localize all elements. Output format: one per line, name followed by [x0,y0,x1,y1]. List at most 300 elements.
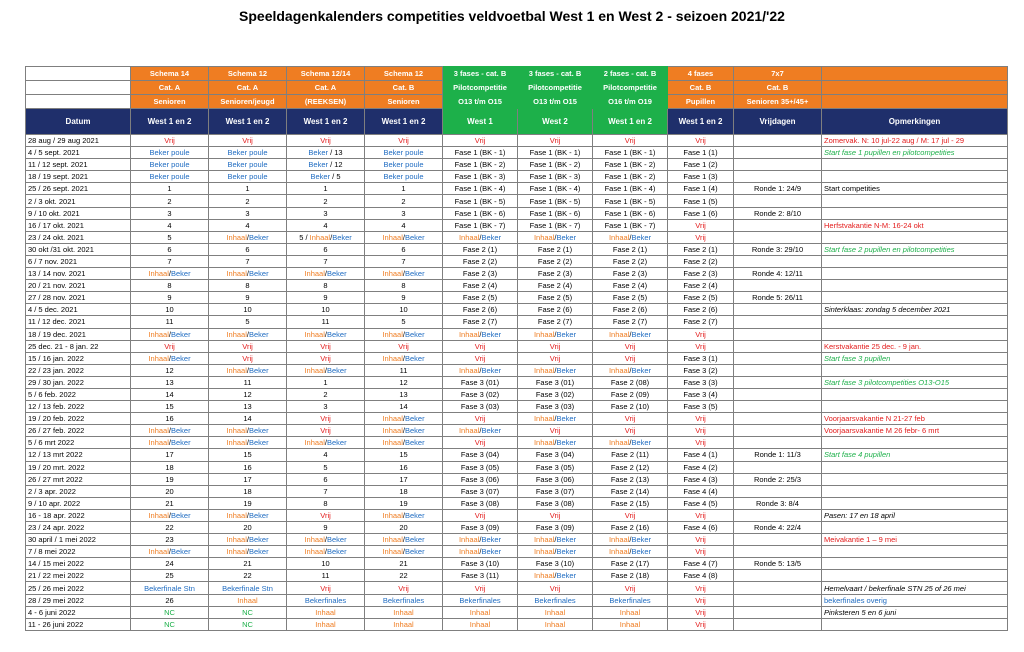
table-cell: Inhaal/Beker [365,231,443,243]
table-cell: Fase 2 (5) [518,292,593,304]
date-cell: 23 / 24 apr. 2022 [26,522,131,534]
table-cell: Ronde 2: 8/10 [734,207,822,219]
table-cell: 5 [131,231,209,243]
table-cell: Fase 2 (7) [593,316,668,328]
header-cell: Cat. B [734,81,822,95]
table-cell: Vrij [287,425,365,437]
header-cell: Pupillen [668,95,734,109]
table-cell: Fase 1 (BK - 1) [518,147,593,159]
table-cell: Fase 1 (1) [668,147,734,159]
table-cell: Fase 2 (3) [443,268,518,280]
table-cell: Fase 2 (09) [593,388,668,400]
table-cell: Vrij [518,509,593,521]
table-cell: Vrij [593,582,668,594]
table-cell: Fase 1 (BK - 7) [593,219,668,231]
date-cell: 30 okt /31 okt. 2021 [26,243,131,255]
remark-cell [822,401,1008,413]
date-cell: 16 - 18 apr. 2022 [26,509,131,521]
date-cell: 29 / 30 jan. 2022 [26,376,131,388]
table-cell: 10 [365,304,443,316]
table-cell: 13 [131,376,209,388]
table-cell: 13 [365,388,443,400]
table-cell: Inhaal/Beker [365,425,443,437]
table-cell: Fase 2 (15) [593,497,668,509]
table-cell: Vrij [365,135,443,147]
table-cell: 6 [287,473,365,485]
table-cell: 22 [131,522,209,534]
table-cell: Fase 1 (4) [668,183,734,195]
header-cell: Cat. A [287,81,365,95]
table-cell: Beker poule [131,171,209,183]
table-cell: 16 [131,413,209,425]
header-cell: Senioren/jeugd [209,95,287,109]
table-cell: Fase 3 (11) [443,570,518,582]
table-cell: 5 [209,316,287,328]
table-cell: Vrij [668,340,734,352]
table-cell: Fase 2 (2) [518,255,593,267]
table-cell: Fase 2 (3) [668,268,734,280]
table-cell: Bekerfinale Stn [209,582,287,594]
table-cell: Vrij [668,413,734,425]
date-cell: 25 / 26 sept. 2021 [26,183,131,195]
table-cell: Fase 3 (02) [443,388,518,400]
remark-cell [822,570,1008,582]
date-cell: 28 aug / 29 aug 2021 [26,135,131,147]
date-cell: 5 / 6 feb. 2022 [26,388,131,400]
table-cell: Inhaal/Beker [131,425,209,437]
table-cell: 17 [209,473,287,485]
remark-cell [822,461,1008,473]
table-cell: Vrij [287,509,365,521]
remark-cell: Start fase 1 pupillen en pilotcompetities [822,147,1008,159]
table-cell: Inhaal/Beker [443,534,518,546]
table-cell: Vrij [287,340,365,352]
table-cell: Bekerfinale Stn [131,582,209,594]
column-header: West 1 [443,109,518,135]
remark-cell [822,280,1008,292]
table-cell: Inhaal/Beker [287,534,365,546]
table-cell [734,509,822,521]
remark-cell [822,558,1008,570]
table-cell: Inhaal/Beker [365,352,443,364]
table-cell: Fase 4 (1) [668,449,734,461]
table-cell: Inhaal/Beker [593,364,668,376]
table-cell: Inhaal/Beker [443,231,518,243]
table-cell: Vrij [668,582,734,594]
table-cell: 4 [287,449,365,461]
table-cell: Fase 2 (1) [518,243,593,255]
table-cell: Fase 4 (2) [668,461,734,473]
header-row [26,67,1008,81]
table-cell [734,340,822,352]
table-cell: 21 [365,558,443,570]
table-cell: 24 [131,558,209,570]
table-cell: Fase 4 (8) [668,570,734,582]
table-cell: Fase 1 (BK - 5) [443,195,518,207]
table-cell: 6 [131,243,209,255]
header-cell [26,95,131,109]
header-cell: 3 fases - cat. B [443,67,518,81]
table-cell: Fase 4 (4) [668,485,734,497]
table-cell: Fase 2 (13) [593,473,668,485]
table-cell: Fase 2 (6) [443,304,518,316]
header-cell: O16 t/m O19 [593,95,668,109]
table-cell: Vrij [518,582,593,594]
table-cell: 12 [209,388,287,400]
table-cell: Fase 4 (6) [668,522,734,534]
table-cell: 17 [131,449,209,461]
table-cell [734,388,822,400]
table-cell: Fase 2 (1) [443,243,518,255]
remark-cell [822,388,1008,400]
table-cell: Fase 2 (4) [668,280,734,292]
table-cell: 14 [365,401,443,413]
table-cell [734,534,822,546]
remark-cell: Start fase 3 pilotcompetities O13-O15 [822,376,1008,388]
table-cell [734,546,822,558]
remark-cell: bekerfinales overig [822,594,1008,606]
table-cell: 7 [287,255,365,267]
table-row [26,207,1008,219]
remark-cell [822,195,1008,207]
table-row [26,231,1008,243]
table-cell: Inhaal/Beker [287,437,365,449]
table-cell: Beker poule [365,171,443,183]
date-cell: 19 / 20 mrt. 2022 [26,461,131,473]
table-cell: Fase 3 (08) [518,497,593,509]
table-row [26,388,1008,400]
page-title: Speeldagenkalenders competities veldvoetbal West 1 en West 2 - seizoen 2021/'22 [239,8,785,24]
table-cell: Fase 4 (5) [668,497,734,509]
table-cell: 20 [365,522,443,534]
date-cell: 20 / 21 nov. 2021 [26,280,131,292]
table-cell: 3 [287,401,365,413]
table-cell: Vrij [443,352,518,364]
table-row [26,461,1008,473]
table-cell: Inhaal [209,594,287,606]
table-cell: Fase 3 (10) [518,558,593,570]
remark-cell: Start fase 2 pupillen en pilotcompetities [822,243,1008,255]
table-cell: Inhaal/Beker [365,328,443,340]
table-cell: Fase 3 (06) [443,473,518,485]
header-row [26,95,1008,109]
table-row [26,255,1008,267]
header-cell [822,67,1008,81]
table-cell: Bekerfinales [287,594,365,606]
remark-cell: Pasen: 17 en 18 april [822,509,1008,521]
table-cell: Fase 1 (BK - 6) [443,207,518,219]
table-cell: Fase 3 (02) [518,388,593,400]
table-cell: Fase 2 (7) [668,316,734,328]
table-cell: 8 [209,280,287,292]
table-cell: Bekerfinales [593,594,668,606]
remark-cell: Zomervak. N: 10 jul-22 aug / M: 17 jul - 29 [822,135,1008,147]
remark-cell [822,437,1008,449]
table-cell [734,582,822,594]
table-cell: Fase 2 (2) [593,255,668,267]
table-cell: Vrij [209,135,287,147]
table-cell: Vrij [593,340,668,352]
table-cell: Fase 4 (3) [668,473,734,485]
table-cell: Fase 2 (08) [593,376,668,388]
table-cell: 20 [131,485,209,497]
table-cell: Inhaal/Beker [209,546,287,558]
remark-cell: Kerstvakantie 25 dec. - 9 jan. [822,340,1008,352]
table-cell: Inhaal [518,606,593,618]
table-cell: Vrij [443,135,518,147]
table-cell: 4 [365,219,443,231]
header-cell [26,81,131,95]
table-row [26,183,1008,195]
header-cell: Senioren [365,95,443,109]
table-cell: Inhaal/Beker [131,437,209,449]
table-cell: Inhaal [365,606,443,618]
date-cell: 18 / 19 sept. 2021 [26,171,131,183]
table-cell: 18 [131,461,209,473]
table-cell: Fase 2 (6) [593,304,668,316]
table-cell: Vrij [668,328,734,340]
table-cell: Inhaal [443,618,518,630]
table-cell: 6 [209,243,287,255]
table-row [26,594,1008,606]
remark-cell [822,364,1008,376]
remark-cell [822,485,1008,497]
table-cell: 18 [365,485,443,497]
table-cell: Fase 1 (2) [668,159,734,171]
table-cell: Inhaal/Beker [443,328,518,340]
column-header: West 2 [518,109,593,135]
table-cell: Inhaal/Beker [287,268,365,280]
table-row [26,219,1008,231]
table-cell: Fase 1 (BK - 2) [593,171,668,183]
table-cell: Inhaal/Beker [518,534,593,546]
table-cell: 3 [131,207,209,219]
remark-cell: Meivakantie 1 – 9 mei [822,534,1008,546]
table-cell: Fase 2 (5) [593,292,668,304]
table-cell: Vrij [443,437,518,449]
table-cell: 19 [209,497,287,509]
table-cell: Inhaal [593,606,668,618]
table-cell: Inhaal/Beker [131,352,209,364]
table-cell: Ronde 5: 13/5 [734,558,822,570]
header-cell [26,67,131,81]
table-cell: Inhaal/Beker [287,328,365,340]
table-cell: 19 [131,473,209,485]
column-header: West 1 en 2 [209,109,287,135]
table-cell: 3 [365,207,443,219]
table-cell: Ronde 1: 11/3 [734,449,822,461]
table-cell: Fase 2 (11) [593,449,668,461]
table-row [26,449,1008,461]
table-cell: 21 [209,558,287,570]
table-row [26,509,1008,521]
column-header: Vrijdagen [734,109,822,135]
table-cell: Inhaal/Beker [593,437,668,449]
remark-cell: Sinterklaas: zondag 5 december 2021 [822,304,1008,316]
header-cell: Schema 12 [209,67,287,81]
table-cell: Fase 3 (5) [668,401,734,413]
table-cell: Inhaal/Beker [209,231,287,243]
table-cell: Bekerfinales [518,594,593,606]
table-cell: Fase 2 (4) [593,280,668,292]
table-cell: 2 [365,195,443,207]
table-cell: Beker poule [209,147,287,159]
date-cell: 4 - 6 juni 2022 [26,606,131,618]
remark-cell [822,171,1008,183]
table-cell: Vrij [668,618,734,630]
table-cell: 12 [131,364,209,376]
date-cell: 25 / 26 mei 2022 [26,582,131,594]
table-cell: 8 [365,280,443,292]
column-header: West 1 en 2 [593,109,668,135]
date-cell: 6 / 7 nov. 2021 [26,255,131,267]
table-cell: Fase 1 (3) [668,171,734,183]
table-cell: Fase 2 (16) [593,522,668,534]
table-cell: Fase 3 (2) [668,364,734,376]
table-cell: Fase 3 (09) [443,522,518,534]
table-cell: Vrij [131,340,209,352]
remark-cell [822,231,1008,243]
date-cell: 12 / 13 feb. 2022 [26,401,131,413]
table-row [26,606,1008,618]
table-cell [734,376,822,388]
header-cell: Pilotcompetitie [443,81,518,95]
date-cell: 27 / 28 nov. 2021 [26,292,131,304]
table-cell: Fase 3 (04) [443,449,518,461]
table-cell: Beker / 12 [287,159,365,171]
date-cell: 11 - 26 juni 2022 [26,618,131,630]
table-cell: Fase 2 (18) [593,570,668,582]
date-cell: 19 / 20 feb. 2022 [26,413,131,425]
table-cell: Fase 3 (03) [443,401,518,413]
table-cell: 1 [287,183,365,195]
table-cell: 17 [365,473,443,485]
table-cell: Vrij [209,352,287,364]
table-cell: 25 [131,570,209,582]
table-cell: Bekerfinales [443,594,518,606]
table-row [26,135,1008,147]
table-row [26,268,1008,280]
table-cell: Inhaal/Beker [365,437,443,449]
table-row [26,413,1008,425]
table-cell [734,437,822,449]
table-cell: Vrij [365,340,443,352]
calendar-table [25,66,1008,631]
table-cell: Vrij [593,135,668,147]
table-cell: 13 [209,401,287,413]
table-cell: Beker / 5 [287,171,365,183]
table-cell: Inhaal/Beker [443,425,518,437]
table-cell: Fase 1 (BK - 5) [593,195,668,207]
table-row [26,570,1008,582]
table-cell: 23 [131,534,209,546]
table-cell: Fase 3 (05) [518,461,593,473]
remark-cell [822,159,1008,171]
table-cell: Beker poule [365,147,443,159]
table-row [26,558,1008,570]
table-cell: Inhaal/Beker [287,546,365,558]
remark-cell: Start fase 4 pupillen [822,449,1008,461]
date-cell: 7 / 8 mei 2022 [26,546,131,558]
table-cell: 8 [287,497,365,509]
date-cell: 22 / 23 jan. 2022 [26,364,131,376]
table-cell: 22 [209,570,287,582]
header-cell: Cat. B [365,81,443,95]
table-cell: Inhaal/Beker [518,231,593,243]
table-cell: Ronde 2: 25/3 [734,473,822,485]
table-cell [734,195,822,207]
table-cell: Inhaal/Beker [209,328,287,340]
table-row [26,618,1008,630]
date-cell: 9 / 10 apr. 2022 [26,497,131,509]
table-cell: 1 [365,183,443,195]
table-cell: Inhaal/Beker [593,328,668,340]
table-cell: Vrij [209,340,287,352]
table-cell: Fase 2 (1) [668,243,734,255]
table-cell [734,328,822,340]
table-cell: Inhaal/Beker [287,364,365,376]
table-cell: Vrij [668,135,734,147]
table-row [26,376,1008,388]
table-cell: Beker / 13 [287,147,365,159]
table-cell: 5 [287,461,365,473]
date-cell: 18 / 19 dec. 2021 [26,328,131,340]
table-cell [734,147,822,159]
date-cell: 23 / 24 okt. 2021 [26,231,131,243]
table-cell: Vrij [668,437,734,449]
remark-cell [822,316,1008,328]
table-cell: 14 [131,388,209,400]
table-cell: 15 [209,449,287,461]
table-row [26,401,1008,413]
table-cell: 15 [365,449,443,461]
table-cell: Beker poule [131,159,209,171]
date-cell: 25 dec. 21 - 8 jan. 22 [26,340,131,352]
table-cell: 2 [131,195,209,207]
table-cell: Fase 1 (BK - 4) [518,183,593,195]
header-cell: Schema 12 [365,67,443,81]
table-cell: Fase 2 (5) [668,292,734,304]
table-cell: 20 [209,522,287,534]
remark-cell: Start competities [822,183,1008,195]
table-cell: 4 [287,219,365,231]
table-cell: 26 [131,594,209,606]
table-cell [734,171,822,183]
table-cell: Vrij [443,509,518,521]
table-cell: 9 [365,292,443,304]
date-cell: 2 / 3 okt. 2021 [26,195,131,207]
table-cell: Vrij [668,425,734,437]
remark-cell [822,618,1008,630]
table-cell: Fase 3 (1) [668,352,734,364]
table-cell: Fase 1 (BK - 7) [443,219,518,231]
table-cell: Fase 2 (3) [518,268,593,280]
table-cell [734,231,822,243]
table-cell: Beker poule [365,159,443,171]
table-cell: Inhaal/Beker [518,546,593,558]
date-cell: 21 / 22 mei 2022 [26,570,131,582]
table-cell: Inhaal/Beker [131,268,209,280]
table-cell: Beker poule [131,147,209,159]
table-cell: Vrij [668,219,734,231]
table-row [26,352,1008,364]
table-cell: Fase 2 (10) [593,401,668,413]
table-cell: 4 [131,219,209,231]
header-cell [822,81,1008,95]
table-cell: Vrij [668,534,734,546]
header-cell [822,95,1008,109]
table-cell: Inhaal/Beker [518,570,593,582]
